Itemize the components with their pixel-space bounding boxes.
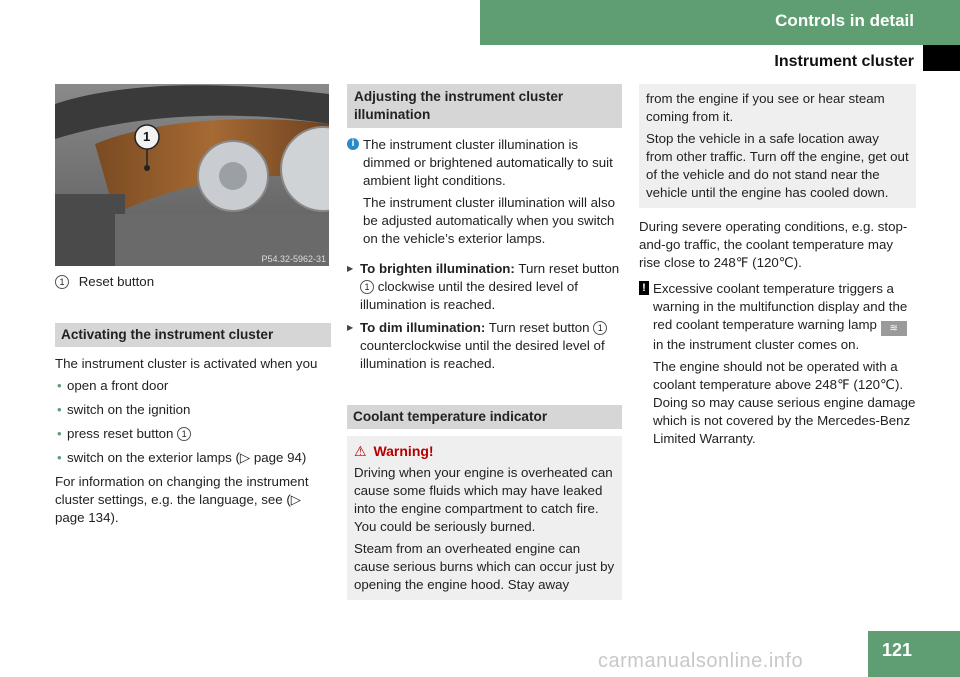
warning-text-2: Steam from an overheated engine can cause serious burns which can occur just by opening the engine hood. Stay away [354,541,615,592]
caption-number: 1 [55,275,69,289]
activating-intro: The instrument cluster is activated when you [55,356,318,371]
info-note [347,136,622,248]
caution-text-2: The engine should not be operated with a coolant temperature above 248℉ (120℃). Doing so may cause serious engine damage which is not covered by the Mercedes-Benz Limited Warranty. [653,359,916,446]
warning-cont-2: Stop the vehicle in a safe location away from other traffic. Turn off the engine, get out of the vehicle and do not stand near the vehicle until the engine has cooled down. [646,131,909,200]
step-dim-text-a: Turn reset button [488,320,590,335]
photo-code: P54.32-5962-31 [261,254,326,264]
caption-text: Reset button [78,274,155,289]
caution-text-b: in the instrument cluster comes on. [653,337,860,352]
reset-button-ref: 1 [177,427,191,441]
warning-box-continued [639,84,916,208]
chapter-title: Controls in detail [775,11,914,30]
page-number: 121 [882,640,913,660]
bullet-item [55,425,331,443]
step-dim [347,319,622,373]
warning-cont-1: from the engine if you see or hear steam coming from it. [646,91,885,124]
warning-title-text: Warning! [373,443,434,459]
heading-illumination: Adjusting the instrument cluster illumination [347,84,622,128]
reset-button-ref: 1 [593,321,607,335]
step-brighten-text-b: clockwise until the desired level of illumination is reached. [360,279,578,312]
heading-activating: Activating the instrument cluster [55,323,331,347]
step-brighten-text-a: Turn reset button [518,261,620,276]
step-dim-text-b: counterclockwise until the desired level of illumination is reached. [360,338,605,371]
caution-note [639,280,916,448]
coolant-body: During severe operating conditions, e.g. stop-and-go traffic, the coolant temperature may rise close to 248℉ (120℃). [639,219,908,270]
warning-text-1: Driving when your engine is overheated can cause some fluids which may have leaked into the engine compartment to catch fire. You could be seriously burned. [354,465,613,534]
section-tab-marker [923,45,960,71]
bullet-item: • switch on the exterior lamps (▷ page 94) [55,449,331,467]
info-text-2: The instrument cluster illumination will also be adjusted automatically when you switch on the vehicle’s exterior lamps. [363,195,615,246]
info-icon: i [347,138,359,150]
step-dim-label: To dim illumination: [360,320,486,335]
watermark: carmanualsonline.info [598,650,804,672]
coolant-lamp-icon: ≋ [881,321,907,336]
heading-coolant: Coolant temperature indicator [347,405,622,429]
section-title: Instrument cluster [774,53,914,70]
settings-reference: For information on changing the instrument cluster settings, e.g. the language, see (▷ page 134). [55,474,309,525]
reset-button-ref: 1 [360,280,374,294]
chapter-header-bar [480,0,960,45]
middle-column [347,84,622,600]
page-number-box [868,631,960,677]
step-brighten-label: To brighten illumination: [360,261,515,276]
photo-caption [55,273,331,291]
right-column [639,84,916,452]
photo-callout-1: 1 [143,129,151,144]
step-brighten [347,260,622,314]
bullet-text: press reset button [67,426,174,441]
info-text-1: The instrument cluster illumination is dimmed or brightened automatically to suit ambient light conditions. [363,137,613,188]
warning-box [347,436,622,600]
caution-icon: ! [639,281,649,295]
bullet-item: • switch on the ignition [55,401,331,419]
left-column [55,273,331,531]
caution-text [653,280,916,354]
bullet-item: • open a front door [55,377,331,395]
warning-title [354,442,615,460]
warning-triangle-icon: ⚠ [354,443,367,459]
instrument-cluster-photo [55,84,329,266]
caution-text-a: Excessive coolant temperature triggers a warning in the multifunction display and the red coolant temperature warning lamp [653,281,908,332]
